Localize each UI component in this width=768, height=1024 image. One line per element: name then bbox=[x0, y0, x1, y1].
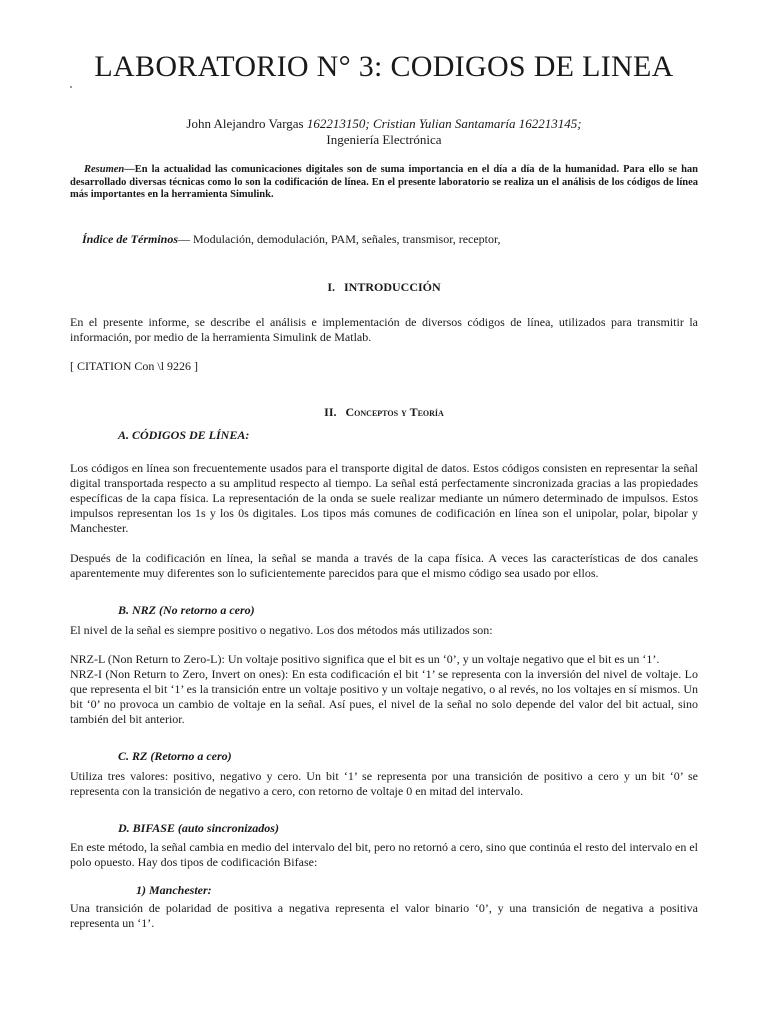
author1-name: John Alejandro Vargas bbox=[186, 116, 307, 131]
abstract-text: —En la actualidad las comunicaciones digitales son de suma importancia en el día a día de la humanidad. Para ello se han desarrollado diversas técnicas como lo son la codificación de línea. En el presente laboratorio se realiza un el análisis de los códigos de línea más importantes en la herramienta Simulink. bbox=[70, 164, 698, 200]
author-ids: 162213150; Cristian Yulian Santamaría 162213145; bbox=[306, 116, 582, 131]
section-heading-intro bbox=[0, 280, 768, 295]
section-title: Conceptos y Teoría bbox=[345, 405, 444, 419]
subsection-heading-biphase: D. BIFASE (auto sincronizados) bbox=[118, 821, 279, 835]
section-title: INTRODUCCIÓN bbox=[343, 280, 441, 294]
paper-title: LABORATORIO N° 3: CODIGOS DE LINEA bbox=[94, 50, 674, 83]
index-terms bbox=[82, 232, 501, 247]
paragraph-manchester: Una transición de polaridad de positiva a negativa representa el valor binario ‘0’, y una transición de negativa a positiva representa un ‘1’. bbox=[70, 901, 698, 930]
subsection-heading-line-codes: A. CÓDIGOS DE LÍNEA: bbox=[118, 428, 250, 442]
section-heading-concepts bbox=[0, 405, 768, 420]
index-terms-label: Índice de Términos bbox=[82, 232, 178, 246]
paragraph-rz: Utiliza tres valores: positivo, negativo y cero. Un bit ‘1’ se representa por una transición de positivo a cero y un bit ‘0’ se representa con la transición de negativo a cero, con retorno de voltaje 0 en mitad del intervalo. bbox=[70, 769, 698, 798]
subsection-heading-nrz: B. NRZ (No retorno a cero) bbox=[118, 603, 255, 617]
index-terms-text: — Modulación, demodulación, PAM, señales, transmisor, receptor, bbox=[178, 232, 501, 246]
paragraph-biphase: En este método, la señal cambia en medio del intervalo del bit, pero no retornó a cero, sino que continúa el resto del intervalo en el polo opuesto. Hay dos tipos de codificación Bifase: bbox=[70, 840, 698, 869]
abstract-label: Resumen bbox=[84, 164, 125, 175]
abstract bbox=[70, 164, 698, 202]
subsubsection-heading-manchester: 1) Manchester: bbox=[136, 883, 212, 897]
subsection-heading-rz: C. RZ (Retorno a cero) bbox=[118, 749, 232, 763]
paragraph-nrz-1: El nivel de la señal es siempre positivo o negativo. Los dos métodos más utilizados son: bbox=[70, 623, 493, 637]
paragraph-line-codes-1: Los códigos en línea son frecuentemente usados para el transporte digital de datos. Estos códigos consisten en representar la señal digital transportada respecto a su amplitud respecto al tiempo. La señal está perfectamente sincronizada gracias a las propiedades específicas de la capa física. La representación de la onda se suele realizar mediante un número determinado de impulsos. Estos impulsos representan los 1s y los 0s digitales. Los tipos más comunes de codificación en línea son el unipolar, polar, bipolar y Manchester. bbox=[70, 461, 698, 535]
section-number: I. bbox=[327, 280, 335, 294]
citation-field: [ CITATION Con \l 9226 ] bbox=[70, 359, 199, 373]
paragraph-line-codes-2: Después de la codificación en línea, la señal se manda a través de la capa física. A veces las características de dos canales aparentemente muy diferentes son lo suficientemente parecidos para que el mismo código sea usado por ellos. bbox=[70, 551, 698, 580]
paragraph-intro: En el presente informe, se describe el análisis e implementación de diversos códigos de línea, utilizados para transmitir la información, por medio de la herramienta Simulink de Matlab. bbox=[70, 315, 698, 344]
section-number: II. bbox=[324, 405, 337, 419]
author-block bbox=[0, 116, 768, 148]
affiliation: Ingeniería Electrónica bbox=[326, 132, 442, 147]
paragraph-nrz-i: NRZ-I (Non Return to Zero, Invert on ones): En esta codificación el bit ‘1’ se representa con la inversión del nivel de voltaje. Lo que representa el bit ‘1’ es la transición entre un voltaje positivo y un voltaje negativo, o al revés, no los voltajes en sí mismos. Un bit ‘0’ no provoca un cambio de voltaje en la señal. Así pues, el nivel de la señal no solo depende del valor del bit actual, sino también del bit anterior. bbox=[70, 667, 698, 726]
author-line bbox=[0, 116, 768, 132]
paragraph-nrz-l: NRZ-L (Non Return to Zero-L): Un voltaje positivo significa que el bit es un ‘0’, y un voltaje negativo que el bit es un ‘1’. bbox=[70, 652, 660, 666]
stray-mark bbox=[70, 86, 72, 88]
